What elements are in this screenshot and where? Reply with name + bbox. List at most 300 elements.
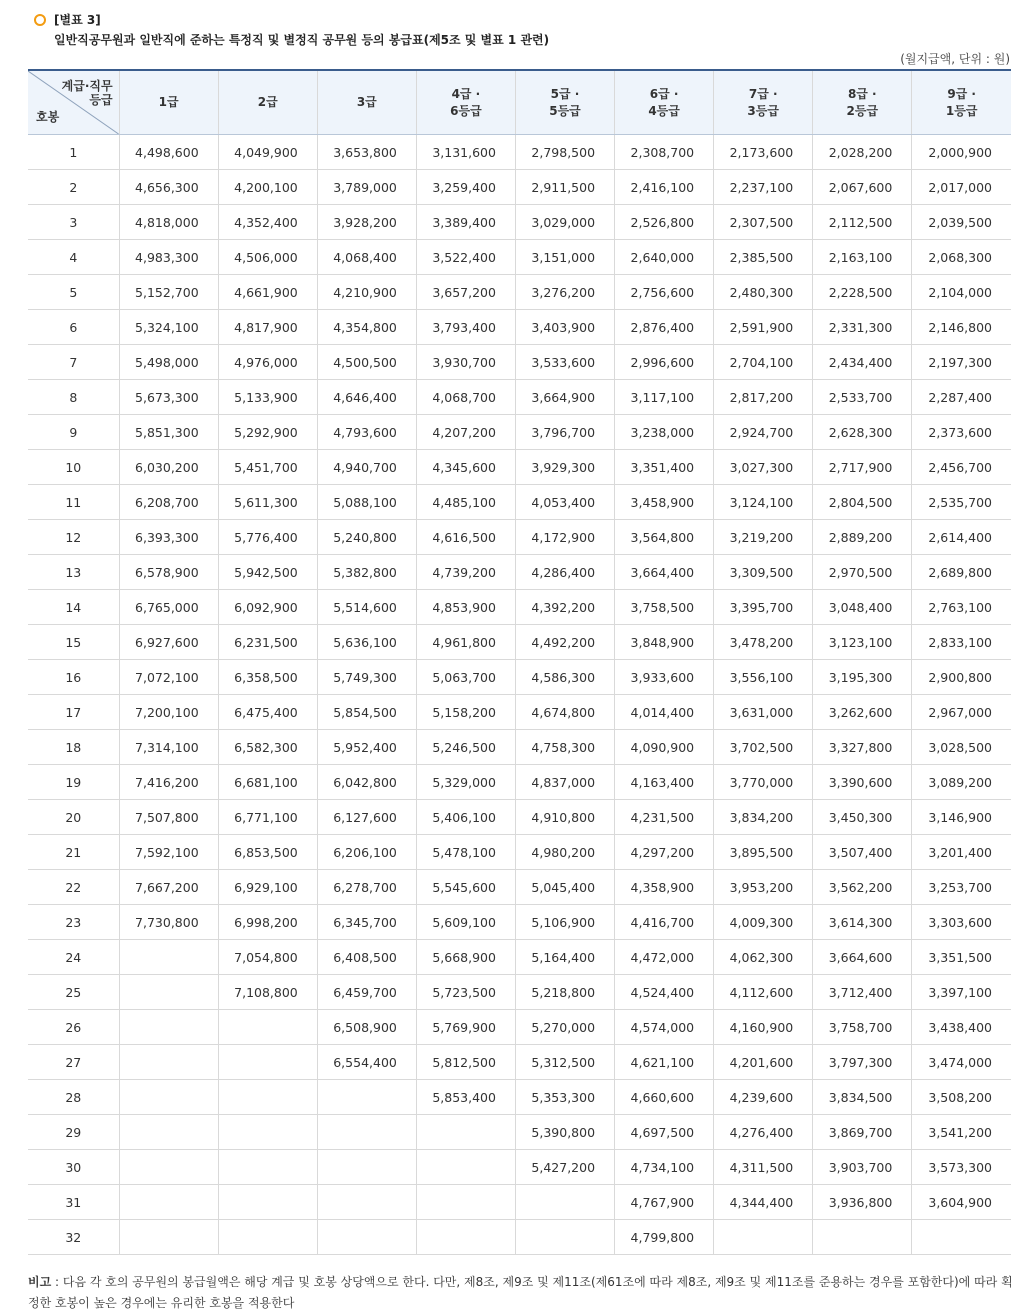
salary-cell: 3,327,800 [813, 730, 912, 765]
salary-cell: 6,231,500 [218, 625, 317, 660]
salary-cell: 4,837,000 [515, 765, 614, 800]
salary-cell: 3,664,400 [615, 555, 714, 590]
salary-cell: 3,259,400 [416, 170, 515, 205]
salary-cell: 5,668,900 [416, 940, 515, 975]
corner-label-level: 등급 [89, 93, 113, 107]
salary-cell: 2,996,600 [615, 345, 714, 380]
salary-cell [317, 1150, 416, 1185]
salary-cell: 5,045,400 [515, 870, 614, 905]
column-header-4 [416, 70, 515, 135]
salary-cell: 4,961,800 [416, 625, 515, 660]
salary-cell: 5,451,700 [218, 450, 317, 485]
step-cell: 27 [28, 1045, 119, 1080]
table-row [28, 1150, 1011, 1185]
salary-cell: 2,237,100 [714, 170, 813, 205]
salary-cell: 5,292,900 [218, 415, 317, 450]
salary-cell: 7,667,200 [119, 870, 218, 905]
salary-cell: 3,895,500 [714, 835, 813, 870]
salary-cell: 3,834,200 [714, 800, 813, 835]
salary-cell: 2,385,500 [714, 240, 813, 275]
salary-cell: 5,611,300 [218, 485, 317, 520]
salary-cell: 4,276,400 [714, 1115, 813, 1150]
salary-cell: 4,976,000 [218, 345, 317, 380]
salary-cell: 3,151,000 [515, 240, 614, 275]
salary-cell: 7,054,800 [218, 940, 317, 975]
column-header-8 [813, 70, 912, 135]
table-row [28, 590, 1011, 625]
salary-cell [119, 1045, 218, 1080]
column-header-line: 3등급 [747, 103, 779, 118]
salary-cell: 6,554,400 [317, 1045, 416, 1080]
salary-cell: 5,106,900 [515, 905, 614, 940]
salary-cell: 5,063,700 [416, 660, 515, 695]
table-row [28, 730, 1011, 765]
salary-cell: 6,927,600 [119, 625, 218, 660]
salary-cell: 4,506,000 [218, 240, 317, 275]
table-row [28, 135, 1011, 170]
salary-cell: 4,656,300 [119, 170, 218, 205]
salary-cell: 5,158,200 [416, 695, 515, 730]
salary-cell [119, 1080, 218, 1115]
step-cell: 8 [28, 380, 119, 415]
salary-cell: 3,474,000 [912, 1045, 1011, 1080]
salary-cell [119, 975, 218, 1010]
salary-cell: 3,562,200 [813, 870, 912, 905]
table-row [28, 380, 1011, 415]
table-row [28, 695, 1011, 730]
salary-cell: 6,681,100 [218, 765, 317, 800]
salary-cell: 5,152,700 [119, 275, 218, 310]
salary-cell [317, 1080, 416, 1115]
salary-cell: 6,459,700 [317, 975, 416, 1010]
table-row [28, 765, 1011, 800]
salary-cell: 2,535,700 [912, 485, 1011, 520]
step-cell: 29 [28, 1115, 119, 1150]
salary-cell [416, 1150, 515, 1185]
step-cell: 1 [28, 135, 119, 170]
salary-cell: 2,039,500 [912, 205, 1011, 240]
salary-cell: 3,028,500 [912, 730, 1011, 765]
salary-cell: 3,201,400 [912, 835, 1011, 870]
salary-cell: 6,408,500 [317, 940, 416, 975]
salary-cell: 3,303,600 [912, 905, 1011, 940]
salary-cell: 3,238,000 [615, 415, 714, 450]
salary-cell: 4,793,600 [317, 415, 416, 450]
salary-cell [119, 1115, 218, 1150]
table-row [28, 940, 1011, 975]
salary-cell: 2,900,800 [912, 660, 1011, 695]
column-header-line: 6급 · [649, 86, 679, 101]
salary-cell: 2,197,300 [912, 345, 1011, 380]
salary-cell: 3,262,600 [813, 695, 912, 730]
salary-cell: 3,936,800 [813, 1185, 912, 1220]
salary-cell: 5,636,100 [317, 625, 416, 660]
salary-cell: 3,450,300 [813, 800, 912, 835]
unit-note: (월지급액, 단위 : 원) [900, 52, 1010, 66]
table-row [28, 205, 1011, 240]
salary-cell: 3,351,400 [615, 450, 714, 485]
step-cell: 31 [28, 1185, 119, 1220]
step-cell: 26 [28, 1010, 119, 1045]
salary-cell [218, 1185, 317, 1220]
salary-cell: 4,068,400 [317, 240, 416, 275]
column-header-line: 4급 · [451, 86, 481, 101]
salary-cell: 4,210,900 [317, 275, 416, 310]
salary-cell [813, 1220, 912, 1255]
salary-cell: 5,218,800 [515, 975, 614, 1010]
salary-cell: 6,030,200 [119, 450, 218, 485]
salary-cell: 5,312,500 [515, 1045, 614, 1080]
salary-cell: 3,438,400 [912, 1010, 1011, 1045]
salary-cell [119, 1150, 218, 1185]
salary-cell: 2,628,300 [813, 415, 912, 450]
table-row [28, 520, 1011, 555]
salary-cell: 4,734,100 [615, 1150, 714, 1185]
step-cell: 12 [28, 520, 119, 555]
salary-cell: 4,621,100 [615, 1045, 714, 1080]
salary-cell [416, 1220, 515, 1255]
salary-cell: 4,358,900 [615, 870, 714, 905]
salary-cell: 6,206,100 [317, 835, 416, 870]
salary-cell: 3,507,400 [813, 835, 912, 870]
step-cell: 20 [28, 800, 119, 835]
salary-cell: 4,112,600 [714, 975, 813, 1010]
salary-cell: 5,851,300 [119, 415, 218, 450]
salary-cell: 4,297,200 [615, 835, 714, 870]
salary-cell: 3,522,400 [416, 240, 515, 275]
salary-cell [714, 1220, 813, 1255]
salary-cell: 4,661,900 [218, 275, 317, 310]
salary-cell: 4,586,300 [515, 660, 614, 695]
salary-cell: 3,478,200 [714, 625, 813, 660]
salary-cell: 5,427,200 [515, 1150, 614, 1185]
salary-cell: 4,817,900 [218, 310, 317, 345]
salary-cell: 4,231,500 [615, 800, 714, 835]
table-row [28, 1220, 1011, 1255]
column-header-5 [515, 70, 614, 135]
table-row [28, 345, 1011, 380]
salary-cell: 3,664,900 [515, 380, 614, 415]
step-cell: 7 [28, 345, 119, 380]
salary-cell [119, 1185, 218, 1220]
salary-cell: 3,928,200 [317, 205, 416, 240]
salary-cell: 4,674,800 [515, 695, 614, 730]
table-row [28, 275, 1011, 310]
salary-cell: 2,416,100 [615, 170, 714, 205]
salary-cell: 3,789,000 [317, 170, 416, 205]
salary-cell: 2,763,100 [912, 590, 1011, 625]
column-header-1 [119, 70, 218, 135]
salary-cell: 2,228,500 [813, 275, 912, 310]
salary-cell: 2,798,500 [515, 135, 614, 170]
salary-cell: 5,776,400 [218, 520, 317, 555]
salary-cell: 2,067,600 [813, 170, 912, 205]
salary-cell: 7,730,800 [119, 905, 218, 940]
table-row [28, 240, 1011, 275]
salary-cell: 4,163,400 [615, 765, 714, 800]
salary-cell [218, 1150, 317, 1185]
salary-cell: 3,657,200 [416, 275, 515, 310]
salary-cell: 5,812,500 [416, 1045, 515, 1080]
salary-cell: 4,354,800 [317, 310, 416, 345]
salary-cell: 3,848,900 [615, 625, 714, 660]
salary-cell: 7,072,100 [119, 660, 218, 695]
column-header-line: 1등급 [945, 103, 978, 118]
salary-cell: 2,967,000 [912, 695, 1011, 730]
salary-cell: 4,200,100 [218, 170, 317, 205]
salary-cell: 5,478,100 [416, 835, 515, 870]
salary-cell: 5,246,500 [416, 730, 515, 765]
salary-cell: 5,609,100 [416, 905, 515, 940]
table-row [28, 1045, 1011, 1080]
appendix-label: [별표 3] [54, 13, 101, 27]
column-header-line: 7급 · [748, 86, 778, 101]
remarks [28, 1272, 1013, 1314]
salary-cell: 4,068,700 [416, 380, 515, 415]
salary-cell: 3,123,100 [813, 625, 912, 660]
step-cell: 2 [28, 170, 119, 205]
salary-cell: 6,853,500 [218, 835, 317, 870]
salary-cell [912, 1220, 1011, 1255]
salary-cell: 5,088,100 [317, 485, 416, 520]
salary-cell: 4,853,900 [416, 590, 515, 625]
salary-cell: 4,049,900 [218, 135, 317, 170]
salary-cell: 4,767,900 [615, 1185, 714, 1220]
salary-cell: 4,014,400 [615, 695, 714, 730]
salary-cell [317, 1220, 416, 1255]
salary-cell: 6,578,900 [119, 555, 218, 590]
salary-cell: 2,833,100 [912, 625, 1011, 660]
salary-cell: 4,646,400 [317, 380, 416, 415]
salary-cell: 2,434,400 [813, 345, 912, 380]
salary-cell: 3,117,100 [615, 380, 714, 415]
step-cell: 10 [28, 450, 119, 485]
step-cell: 14 [28, 590, 119, 625]
column-header-9 [912, 70, 1011, 135]
salary-cell: 3,930,700 [416, 345, 515, 380]
salary-cell: 2,591,900 [714, 310, 813, 345]
step-cell: 23 [28, 905, 119, 940]
table-row [28, 625, 1011, 660]
remarks-label: 비고 [28, 1275, 52, 1289]
salary-cell: 6,127,600 [317, 800, 416, 835]
step-cell: 15 [28, 625, 119, 660]
salary-cell [317, 1115, 416, 1150]
salary-cell [119, 1010, 218, 1045]
corner-header-cell [28, 70, 119, 135]
salary-cell: 2,924,700 [714, 415, 813, 450]
salary-cell: 2,308,700 [615, 135, 714, 170]
salary-cell: 2,689,800 [912, 555, 1011, 590]
salary-cell [317, 1185, 416, 1220]
table-row [28, 310, 1011, 345]
salary-cell: 5,514,600 [317, 590, 416, 625]
salary-cell: 2,970,500 [813, 555, 912, 590]
salary-cell: 3,195,300 [813, 660, 912, 695]
salary-cell: 5,329,000 [416, 765, 515, 800]
salary-cell: 3,403,900 [515, 310, 614, 345]
step-cell: 17 [28, 695, 119, 730]
salary-cell: 5,353,300 [515, 1080, 614, 1115]
table-row [28, 415, 1011, 450]
salary-cell: 2,146,800 [912, 310, 1011, 345]
salary-cell: 4,739,200 [416, 555, 515, 590]
salary-cell: 5,133,900 [218, 380, 317, 415]
step-cell: 32 [28, 1220, 119, 1255]
table-row [28, 835, 1011, 870]
step-cell: 21 [28, 835, 119, 870]
salary-cell: 3,653,800 [317, 135, 416, 170]
step-cell: 19 [28, 765, 119, 800]
salary-cell: 2,173,600 [714, 135, 813, 170]
salary-cell: 3,541,200 [912, 1115, 1011, 1150]
salary-cell: 5,673,300 [119, 380, 218, 415]
salary-cell: 5,545,600 [416, 870, 515, 905]
salary-cell: 3,573,300 [912, 1150, 1011, 1185]
step-cell: 24 [28, 940, 119, 975]
salary-cell: 7,200,100 [119, 695, 218, 730]
salary-cell: 5,952,400 [317, 730, 416, 765]
salary-cell: 4,524,400 [615, 975, 714, 1010]
salary-cell: 2,331,300 [813, 310, 912, 345]
salary-cell: 6,929,100 [218, 870, 317, 905]
salary-cell: 5,164,400 [515, 940, 614, 975]
salary-cell: 4,311,500 [714, 1150, 813, 1185]
step-cell: 28 [28, 1080, 119, 1115]
table-caption [36, 12, 1016, 49]
salary-cell: 4,799,800 [615, 1220, 714, 1255]
column-header-line: 2등급 [846, 103, 879, 118]
corner-label-grade: 계급·직무 [61, 79, 113, 93]
salary-cell: 4,345,600 [416, 450, 515, 485]
salary-cell: 3,131,600 [416, 135, 515, 170]
column-header-line: 5등급 [549, 103, 581, 118]
salary-cell: 3,027,300 [714, 450, 813, 485]
table-row [28, 555, 1011, 590]
salary-cell: 5,324,100 [119, 310, 218, 345]
salary-cell: 4,062,300 [714, 940, 813, 975]
salary-cell: 2,804,500 [813, 485, 912, 520]
table-row [28, 1010, 1011, 1045]
table-row [28, 800, 1011, 835]
table-row [28, 975, 1011, 1010]
salary-cell: 2,307,500 [714, 205, 813, 240]
salary-cell: 3,219,200 [714, 520, 813, 555]
salary-cell: 3,664,600 [813, 940, 912, 975]
salary-cell: 2,287,400 [912, 380, 1011, 415]
salary-cell: 5,406,100 [416, 800, 515, 835]
salary-cell: 4,574,000 [615, 1010, 714, 1045]
salary-cell: 4,758,300 [515, 730, 614, 765]
salary-cell: 3,458,900 [615, 485, 714, 520]
step-cell: 6 [28, 310, 119, 345]
step-cell: 5 [28, 275, 119, 310]
salary-cell: 6,042,800 [317, 765, 416, 800]
salary-cell [119, 940, 218, 975]
salary-cell: 4,053,400 [515, 485, 614, 520]
step-cell: 13 [28, 555, 119, 590]
column-header-line: 2급 [257, 95, 278, 109]
salary-cell: 3,389,400 [416, 205, 515, 240]
salary-cell: 4,498,600 [119, 135, 218, 170]
salary-cell: 4,697,500 [615, 1115, 714, 1150]
salary-cell: 6,508,900 [317, 1010, 416, 1045]
salary-cell: 3,564,800 [615, 520, 714, 555]
salary-cell: 2,614,400 [912, 520, 1011, 555]
column-header-line: 3급 [356, 95, 377, 109]
salary-cell: 3,533,600 [515, 345, 614, 380]
table-row [28, 170, 1011, 205]
salary-cell: 4,485,100 [416, 485, 515, 520]
salary-cell: 7,507,800 [119, 800, 218, 835]
salary-cell: 6,475,400 [218, 695, 317, 730]
salary-cell: 2,756,600 [615, 275, 714, 310]
salary-cell: 4,286,400 [515, 555, 614, 590]
salary-cell: 4,980,200 [515, 835, 614, 870]
salary-cell: 3,929,300 [515, 450, 614, 485]
step-cell: 3 [28, 205, 119, 240]
salary-cell: 2,017,000 [912, 170, 1011, 205]
salary-cell: 4,009,300 [714, 905, 813, 940]
salary-cell: 2,373,600 [912, 415, 1011, 450]
salary-cell: 4,500,500 [317, 345, 416, 380]
salary-cell: 3,508,200 [912, 1080, 1011, 1115]
step-cell: 11 [28, 485, 119, 520]
salary-cell: 3,604,900 [912, 1185, 1011, 1220]
salary-cell: 5,749,300 [317, 660, 416, 695]
salary-cell [515, 1185, 614, 1220]
salary-cell: 7,314,100 [119, 730, 218, 765]
salary-cell: 2,704,100 [714, 345, 813, 380]
salary-cell: 3,253,700 [912, 870, 1011, 905]
salary-cell: 4,172,900 [515, 520, 614, 555]
salary-cell [218, 1220, 317, 1255]
salary-table [28, 69, 1011, 1255]
column-header-6 [615, 70, 714, 135]
salary-cell: 7,108,800 [218, 975, 317, 1010]
salary-cell: 2,876,400 [615, 310, 714, 345]
salary-cell: 2,104,000 [912, 275, 1011, 310]
salary-cell: 3,146,900 [912, 800, 1011, 835]
salary-cell: 3,712,400 [813, 975, 912, 1010]
salary-cell: 3,933,600 [615, 660, 714, 695]
salary-cell: 4,616,500 [416, 520, 515, 555]
salary-cell [218, 1010, 317, 1045]
salary-cell: 5,382,800 [317, 555, 416, 590]
salary-cell: 5,942,500 [218, 555, 317, 590]
step-cell: 18 [28, 730, 119, 765]
salary-cell [416, 1115, 515, 1150]
salary-cell: 2,456,700 [912, 450, 1011, 485]
salary-cell: 3,276,200 [515, 275, 614, 310]
salary-cell: 7,416,200 [119, 765, 218, 800]
table-row [28, 870, 1011, 905]
salary-cell: 3,397,100 [912, 975, 1011, 1010]
salary-cell: 3,903,700 [813, 1150, 912, 1185]
salary-cell: 6,208,700 [119, 485, 218, 520]
salary-cell: 5,854,500 [317, 695, 416, 730]
salary-cell: 2,717,900 [813, 450, 912, 485]
column-header-line: 8급 · [847, 86, 877, 101]
salary-cell: 6,771,100 [218, 800, 317, 835]
salary-cell: 3,702,500 [714, 730, 813, 765]
step-cell: 16 [28, 660, 119, 695]
corner-label-step: 호봉 [36, 110, 60, 124]
table-header-row [28, 70, 1011, 135]
column-header-7 [714, 70, 813, 135]
salary-cell: 6,278,700 [317, 870, 416, 905]
salary-cell: 4,392,200 [515, 590, 614, 625]
